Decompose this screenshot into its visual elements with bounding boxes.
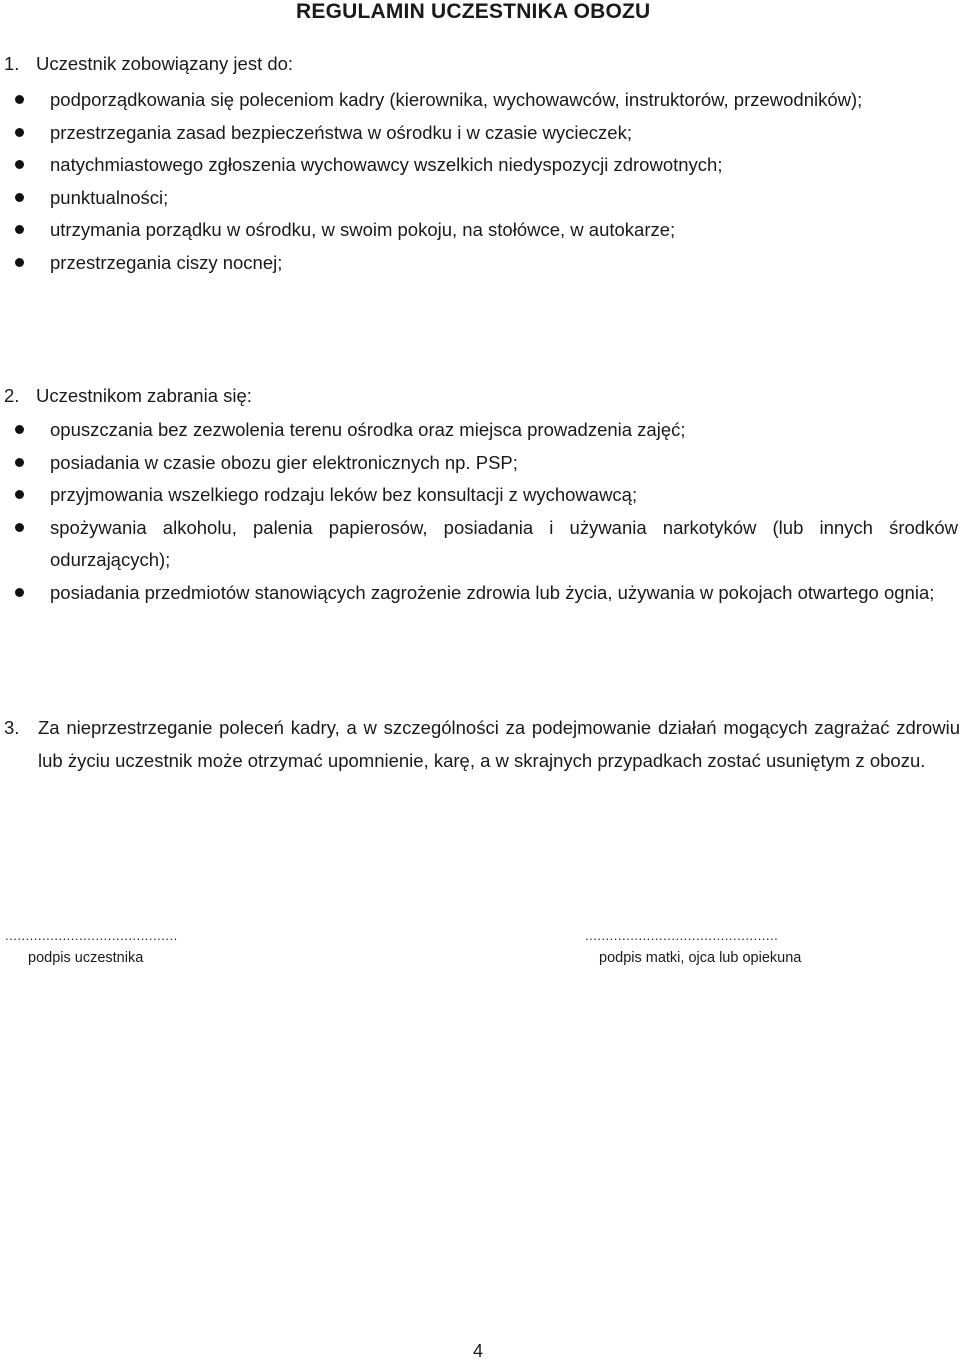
bullet-icon bbox=[15, 193, 24, 202]
section-2-list bbox=[0, 414, 960, 609]
bullet-icon bbox=[15, 160, 24, 169]
section-1-heading bbox=[4, 53, 293, 75]
bullet-icon bbox=[15, 523, 24, 532]
bullet-icon bbox=[15, 225, 24, 234]
section-3-paragraph bbox=[4, 712, 960, 777]
list-item: natychmiastowego zgłoszenia wychowawcy wszelkich niedyspozycji zdrowotnych; bbox=[0, 149, 960, 182]
guardian-signature-label: podpis matki, ojca lub opiekuna bbox=[599, 950, 802, 966]
bullet-icon bbox=[15, 490, 24, 499]
list-item: przyjmowania wszelkiego rodzaju leków bez konsultacji z wychowawcą; bbox=[0, 479, 960, 512]
list-item: punktualności; bbox=[0, 182, 960, 215]
list-item: posiadania w czasie obozu gier elektronicznych np. PSP; bbox=[0, 447, 960, 480]
section-1-heading-text: Uczestnik zobowiązany jest do: bbox=[36, 53, 294, 74]
section-3-text: Za nieprzestrzeganie poleceń kadry, a w szczególności za podejmowanie działań mogących zagrażać zdrowiu lub życiu uczestnik może otrzymać upomnienie, karę, a w skrajnych przypadkach zostać usuniętym z obozu. bbox=[38, 717, 960, 771]
document-title: REGULAMIN UCZESTNIKA OBOZU bbox=[296, 0, 651, 23]
bullet-icon bbox=[15, 95, 24, 104]
list-item: podporządkowania się poleceniom kadry (kierownika, wychowawców, instruktorów, przewodników); bbox=[0, 84, 960, 117]
list-item: opuszczania bez zezwolenia terenu ośrodka oraz miejsca prowadzenia zajęć; bbox=[0, 414, 960, 447]
bullet-icon bbox=[15, 458, 24, 467]
list-item: posiadania przedmiotów stanowiących zagrożenie zdrowia lub życia, używania w pokojach otwartego ognia; bbox=[0, 577, 960, 610]
bullet-icon bbox=[15, 588, 24, 597]
section-2-heading bbox=[4, 385, 252, 407]
list-item: przestrzegania ciszy nocnej; bbox=[0, 247, 960, 280]
section-2-number: 2. bbox=[4, 385, 20, 406]
section-1-number: 1. bbox=[4, 53, 20, 74]
list-item: spożywania alkoholu, palenia papierosów, posiadania i używania narkotyków (lub innych środków odurzających); bbox=[0, 512, 960, 577]
list-item: utrzymania porządku w ośrodku, w swoim pokoju, na stołówce, w autokarze; bbox=[0, 214, 960, 247]
guardian-signature-line: ............................................... bbox=[585, 928, 779, 943]
section-1-list bbox=[0, 84, 960, 279]
participant-signature-label: podpis uczestnika bbox=[28, 950, 144, 966]
bullet-icon bbox=[15, 258, 24, 267]
section-2-heading-text: Uczestnikom zabrania się: bbox=[36, 385, 252, 406]
section-3-number: 3. bbox=[4, 717, 20, 738]
bullet-icon bbox=[15, 128, 24, 137]
participant-signature-line: .......................................... bbox=[5, 928, 178, 943]
bullet-icon bbox=[15, 425, 24, 434]
page-number: 4 bbox=[473, 1341, 484, 1361]
list-item: przestrzegania zasad bezpieczeństwa w ośrodku i w czasie wycieczek; bbox=[0, 117, 960, 150]
